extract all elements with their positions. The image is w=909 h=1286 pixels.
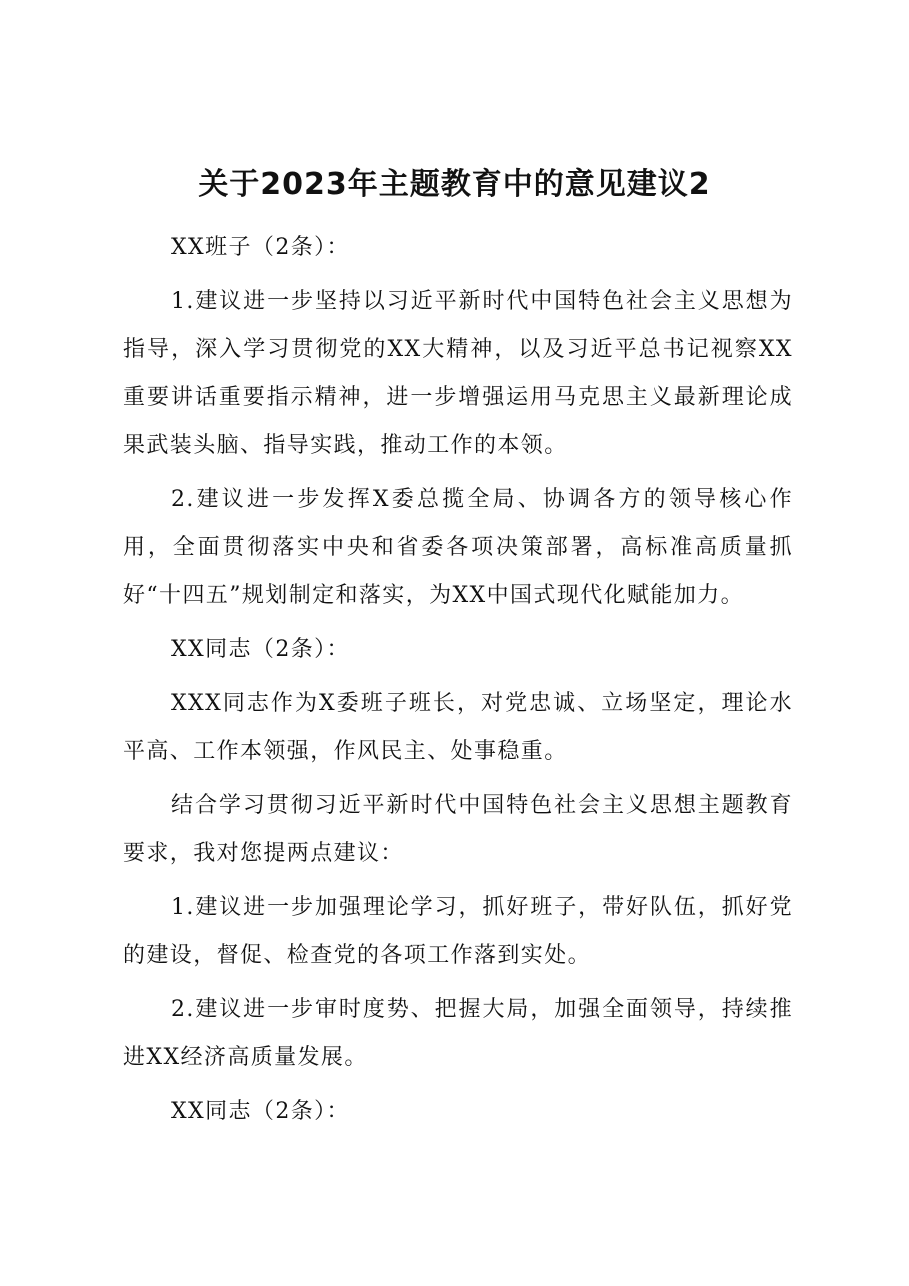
paragraph-team-suggestion-2: 2.建议进一步发挥X委总揽全局、协调各方的领导核心作用，全面贯彻落实中央和省委各项决策部署，高标准高质量抓好“十四五”规划制定和落实，为XX中国式现代化赋能加力。 [123,487,793,608]
paragraph-team-suggestion-1: 1.建议进一步坚持以习近平新时代中国特色社会主义思想为指导，深入学习贯彻党的XX大精神，以及习近平总书记视察XX重要讲话重要指示精神，进一步增强运用马克思主义最新理论成果武装头脑、指导实践，推动工作的本领。 [123,289,793,458]
paragraph-comrade-suggestion-1: 1.建议进一步加强理论学习，抓好班子，带好队伍，抓好党的建设，督促、检查党的各项工作落到实处。 [123,895,793,968]
section-heading-comrade-1: XX同志（2条）： [171,637,350,662]
paragraph-comrade-suggestion-2: 2.建议进一步审时度势、把握大局，加强全面领导，持续推进XX经济高质量发展。 [123,997,793,1070]
paragraph-suggestion-intro: 结合学习贯彻习近平新时代中国特色社会主义思想主题教育要求，我对您提两点建议： [123,793,793,866]
section-heading-team: XX班子（2条）： [171,235,350,260]
document-title: 关于2023年主题教育中的意见建议2 [198,167,711,202]
paragraph-comrade-evaluation: XXX同志作为X委班子班长，对党忠诚、立场坚定，理论水平高、工作本领强，作风民主、处事稳重。 [123,691,793,764]
section-heading-comrade-2: XX同志（2条）： [171,1099,350,1124]
document-body [123,224,793,1142]
